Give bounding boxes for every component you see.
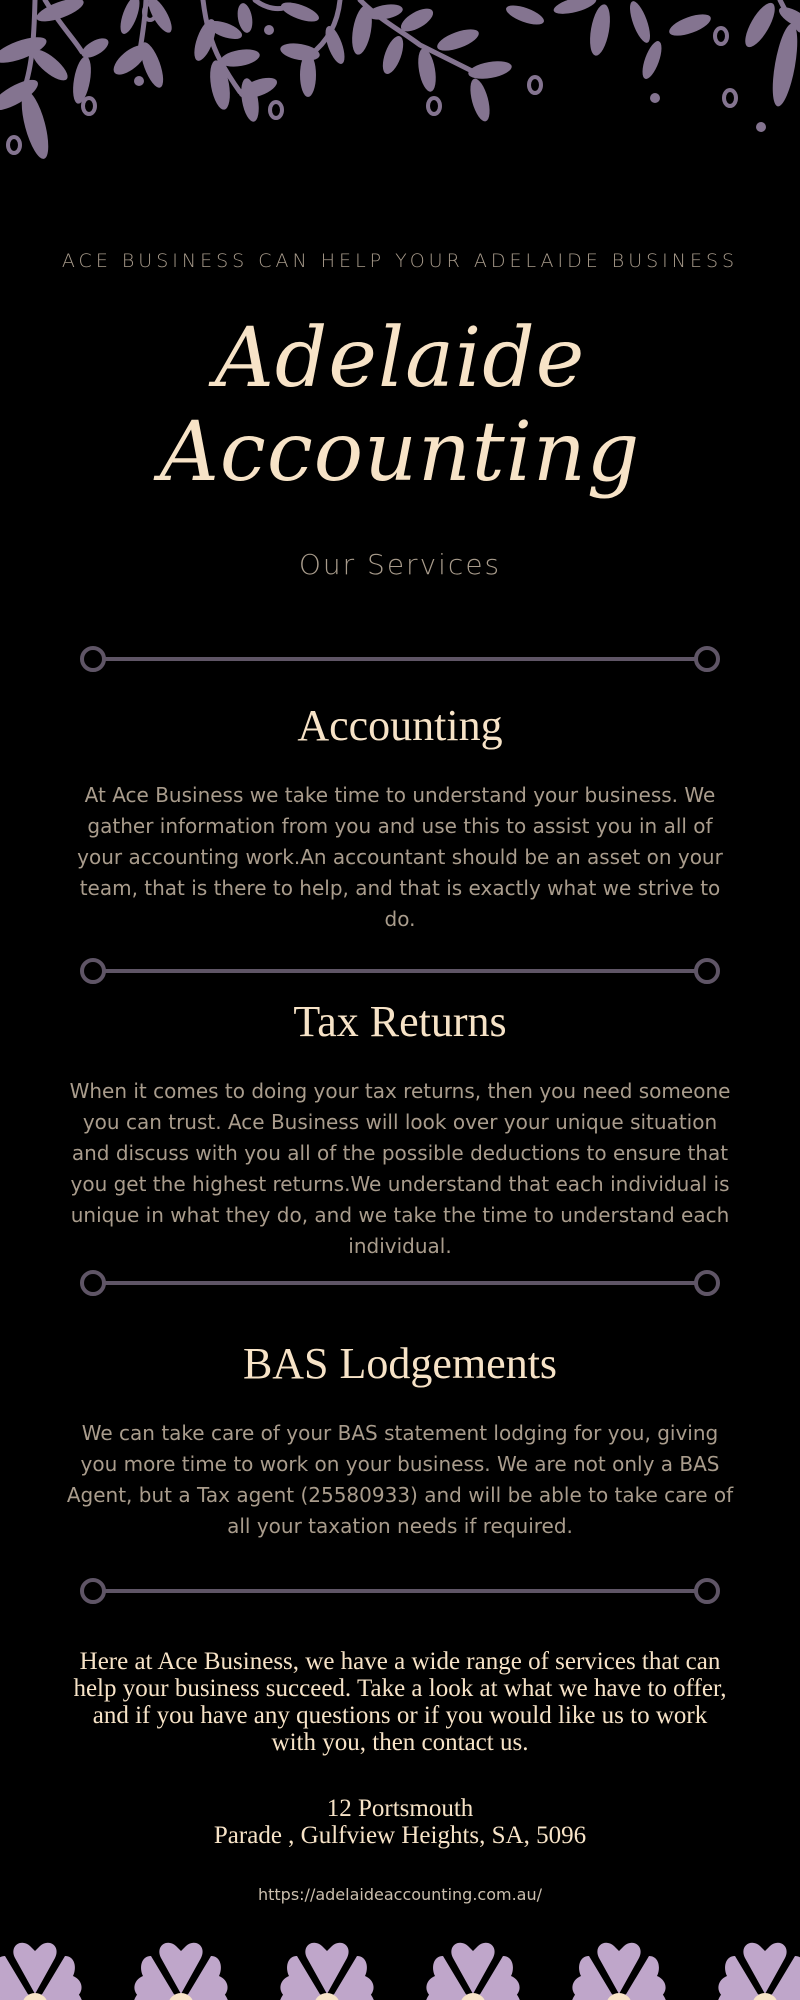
section-title-accounting: Accounting [297,701,503,750]
address-line-1: 12 Portsmouth [326,1795,474,1822]
section-body-bas-lodgements: We can take care of your BAS statement lodging for you, giving you more time to work on your business. We are not only a BAS Agent, but a Tax agent (25580933) and will be able to take care of all your taxation needs if required. [66,1421,734,1538]
section-title-bas-lodgements: BAS Lodgements [242,1339,558,1388]
title-line-2: Accounting [159,405,641,500]
website-link[interactable]: https://adelaideaccounting.com.au/ [257,1885,542,1904]
circle-ended-line-divider-icon [80,957,720,985]
section-body-tax-returns: When it comes to doing your tax returns, then you need someone you can trust. Ace Business will look over your unique situation and discuss with you all of the possible deductions to ensure that you get the highest returns.We understand that each individual is unique in what they do, and we take the time to understand each individual. [69,1079,731,1258]
circle-ended-line-divider-icon [80,645,720,673]
address-line-2: Parade , Gulfview Heights, SA, 5096 [213,1822,587,1849]
closing-paragraph: Here at Ace Business, we have a wide range of services that can help your business succeed. Take a look at what we have to offer, and if you have any questions or if you would like us to work with you, then contact us. [73,1648,727,1756]
title-line-1: Adelaide [214,311,586,406]
section-body-accounting: At Ace Business we take time to understand your business. We gather information from you and use this to assist you in all of your accounting work.An accountant should be an asset on your team, that is there to help, and that is exactly what we strive to do. [77,783,723,931]
section-title-tax-returns: Tax Returns [293,997,507,1046]
leafy-vine-decoration-icon [0,0,800,170]
page-title [0,312,800,500]
flower-border-icon [0,1930,800,2000]
circle-ended-line-divider-icon [80,1577,720,1605]
circle-ended-line-divider-icon [80,1269,720,1297]
address [0,1795,800,1849]
services-subtitle: Our Services [298,548,502,581]
kicker-text: ACE BUSINESS CAN HELP YOUR ADELAIDE BUSINESS [61,250,739,272]
